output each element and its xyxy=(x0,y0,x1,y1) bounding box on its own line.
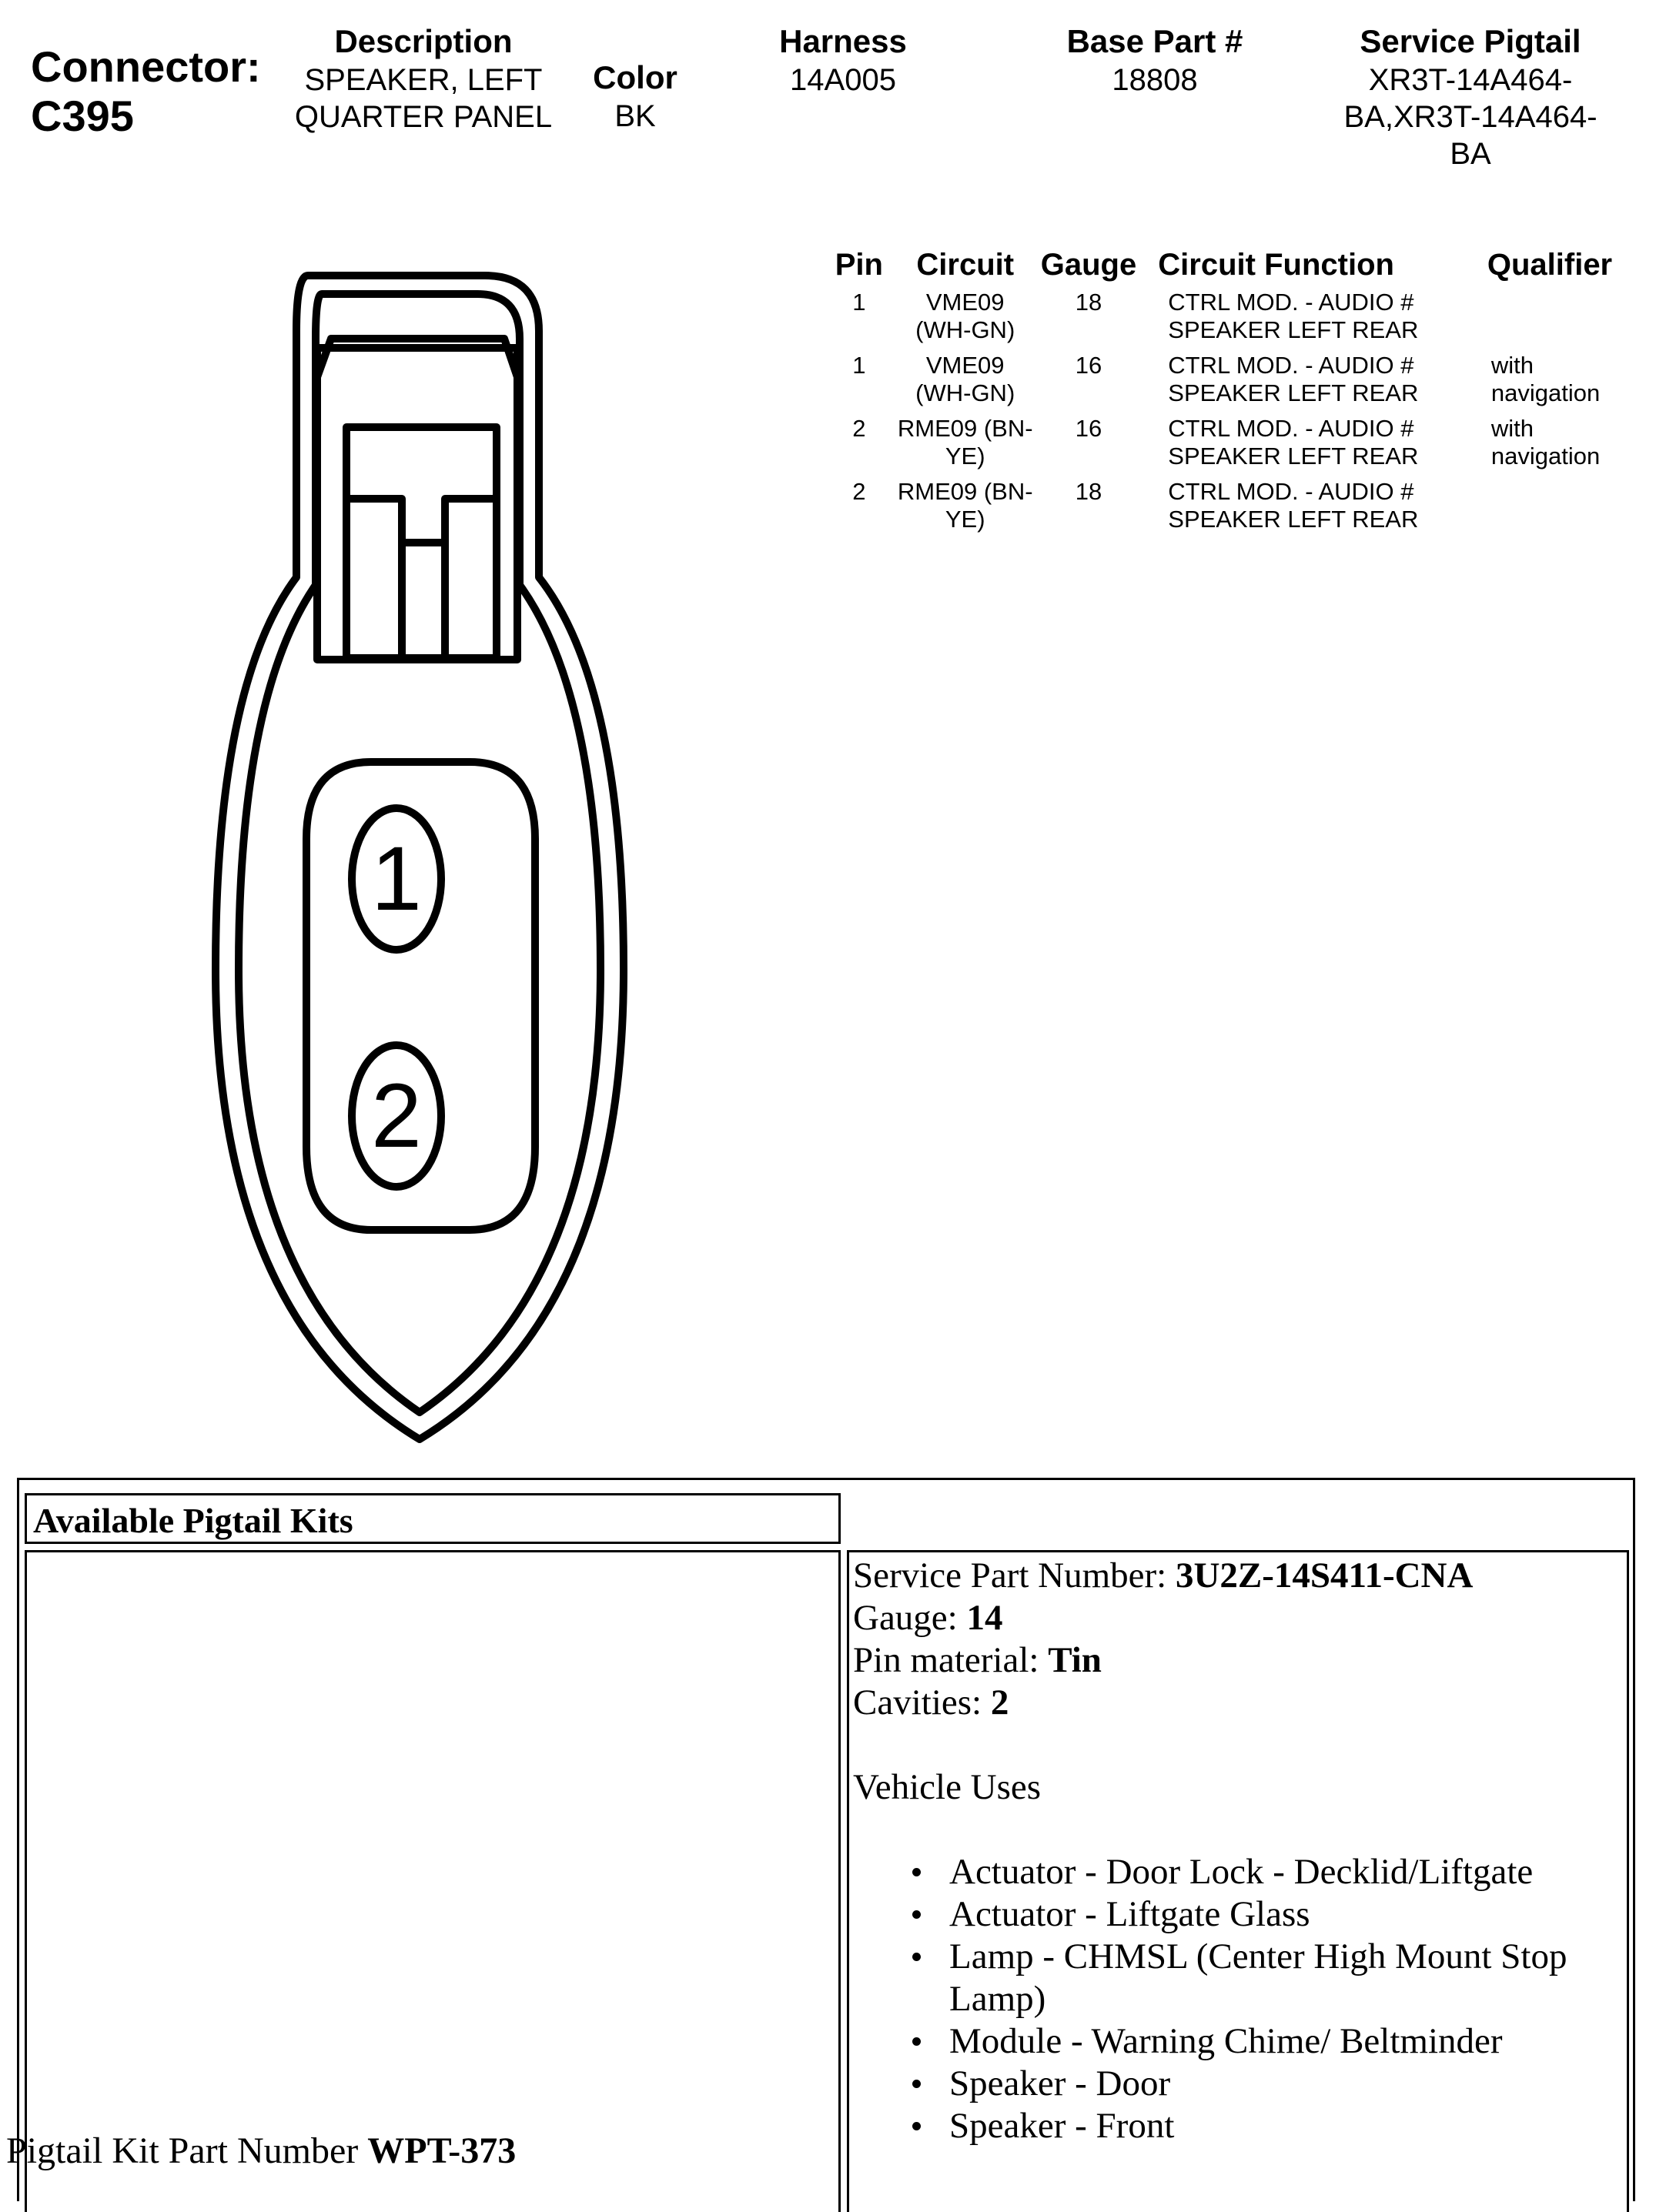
gauge-cell: 18 xyxy=(1075,289,1102,316)
list-item: Speaker - Front xyxy=(949,2105,1623,2147)
pigtail-kit-part-number xyxy=(6,2130,516,2172)
function-line2: SPEAKER LEFT REAR xyxy=(1168,379,1419,406)
function-line2: SPEAKER LEFT REAR xyxy=(1168,506,1419,533)
color-column xyxy=(577,58,693,135)
pigtail-kit-part-value: WPT-373 xyxy=(367,2130,517,2171)
gauge-line xyxy=(853,1597,1623,1639)
qualifier-cell xyxy=(1464,289,1656,352)
list-item-line1: Lamp - CHMSL (Center High Mount Stop xyxy=(949,1936,1567,1976)
pin-table-header-row xyxy=(824,248,1656,289)
circuit-cell xyxy=(895,478,1036,541)
harness-header: Harness xyxy=(779,23,907,59)
list-item xyxy=(949,1936,1623,2020)
function-line1: CTRL MOD. - AUDIO # xyxy=(1168,478,1414,505)
col-header-gauge: Gauge xyxy=(1040,248,1137,282)
table-row xyxy=(824,289,1656,352)
gauge-cell: 18 xyxy=(1075,478,1102,505)
qualifier-cell xyxy=(1464,478,1656,541)
description-line1: SPEAKER, LEFT xyxy=(304,63,543,97)
list-item: Actuator - Door Lock - Decklid/Liftgate xyxy=(949,1851,1623,1893)
function-cell xyxy=(1141,352,1464,415)
service-pigtail-line1: XR3T-14A464- xyxy=(1368,63,1573,97)
service-pigtail-line2: BA,XR3T-14A464- xyxy=(1343,100,1597,134)
service-part-value: 3U2Z-14S411-CNA xyxy=(1175,1555,1474,1596)
circuit-line2: (WH-GN) xyxy=(915,379,1015,406)
service-pigtail-line3: BA xyxy=(1450,137,1491,171)
list-item-line2: Lamp) xyxy=(949,1979,1046,2019)
circuit-line1: VME09 xyxy=(925,352,1005,379)
list-item: Actuator - Liftgate Glass xyxy=(949,1893,1623,1936)
qualifier-line1: with xyxy=(1490,415,1534,442)
function-cell xyxy=(1141,478,1464,541)
harness-value: 14A005 xyxy=(790,63,896,97)
pigtail-kit-details xyxy=(853,1555,1623,2147)
color-value: BK xyxy=(614,99,656,133)
circuit-cell xyxy=(895,415,1036,478)
function-line2: SPEAKER LEFT REAR xyxy=(1168,443,1419,469)
col-header-pin: Pin xyxy=(835,248,883,282)
col-header-circuit-function: Circuit Function xyxy=(1158,248,1394,282)
vehicle-uses-title: Vehicle Uses xyxy=(853,1767,1042,1807)
service-part-line xyxy=(853,1555,1623,1597)
function-line1: CTRL MOD. - AUDIO # xyxy=(1168,289,1414,316)
qualifier-cell xyxy=(1464,415,1656,478)
function-line2: SPEAKER LEFT REAR xyxy=(1168,316,1419,343)
description-column xyxy=(285,22,562,135)
description-header: Description xyxy=(334,23,513,59)
col-header-circuit: Circuit xyxy=(916,248,1015,282)
qualifier-line2: navigation xyxy=(1490,443,1601,469)
circuit-line2: YE) xyxy=(945,443,985,469)
base-part-header: Base Part # xyxy=(1066,23,1243,59)
pin-cell: 2 xyxy=(852,478,866,505)
connector-face-drawing xyxy=(192,254,654,1455)
circuit-line2: YE) xyxy=(945,506,985,533)
qualifier-line2: navigation xyxy=(1490,379,1601,406)
function-line1: CTRL MOD. - AUDIO # xyxy=(1168,352,1414,379)
col-header-qualifier: Qualifier xyxy=(1487,248,1613,282)
pin-cell: 1 xyxy=(852,289,866,316)
pin-cell: 2 xyxy=(852,415,866,442)
circuit-line1: VME09 xyxy=(925,289,1005,316)
description-line2: QUARTER PANEL xyxy=(294,100,553,134)
circuit-cell xyxy=(895,352,1036,415)
harness-column xyxy=(739,22,947,99)
function-line1: CTRL MOD. - AUDIO # xyxy=(1168,415,1414,442)
list-item: Speaker - Door xyxy=(949,2063,1623,2105)
cavities-label: Cavities: xyxy=(853,1682,991,1722)
function-cell xyxy=(1141,289,1464,352)
pin-material-label: Pin material: xyxy=(853,1640,1049,1680)
gauge-value: 14 xyxy=(966,1598,1003,1638)
pin-material-value: Tin xyxy=(1048,1640,1102,1680)
pin-table xyxy=(824,248,1656,541)
cavities-line xyxy=(853,1682,1623,1724)
service-part-label: Service Part Number: xyxy=(853,1555,1176,1596)
list-item: Module - Warning Chime/ Beltminder xyxy=(949,2020,1623,2063)
pigtail-kit-left-cell xyxy=(25,1550,841,2212)
gauge-cell: 16 xyxy=(1075,415,1102,442)
pin-material-line xyxy=(853,1639,1623,1682)
gauge-cell: 16 xyxy=(1075,352,1102,379)
connector-label xyxy=(31,42,261,141)
service-pigtail-column xyxy=(1309,22,1632,172)
pin-2-label: 2 xyxy=(371,1065,422,1167)
pigtail-kits-title-cell xyxy=(25,1493,841,1544)
qualifier-cell xyxy=(1464,352,1656,415)
circuit-line1: RME09 (BN- xyxy=(897,478,1033,505)
latch-tab xyxy=(346,499,497,543)
circuit-line2: (WH-GN) xyxy=(915,316,1015,343)
color-header: Color xyxy=(593,59,677,95)
circuit-line1: RME09 (BN- xyxy=(897,415,1033,442)
connector-id: C395 xyxy=(31,92,134,140)
circuit-cell xyxy=(895,289,1036,352)
table-row xyxy=(824,415,1656,478)
connector-label-line1: Connector: xyxy=(31,42,261,91)
pin-1-label: 1 xyxy=(371,828,422,930)
base-part-column xyxy=(1047,22,1263,99)
base-part-value: 18808 xyxy=(1112,63,1198,97)
pin-cell: 1 xyxy=(852,352,866,379)
pigtail-kit-part-label: Pigtail Kit Part Number xyxy=(6,2130,368,2171)
cavities-value: 2 xyxy=(990,1682,1009,1722)
pigtail-kits-title: Available Pigtail Kits xyxy=(33,1501,353,1540)
table-row xyxy=(824,352,1656,415)
vehicle-uses-list xyxy=(853,1851,1623,2147)
gauge-label: Gauge: xyxy=(853,1598,967,1638)
service-pigtail-header: Service Pigtail xyxy=(1360,23,1581,59)
function-cell xyxy=(1141,415,1464,478)
table-row xyxy=(824,478,1656,541)
qualifier-line1: with xyxy=(1490,352,1534,379)
